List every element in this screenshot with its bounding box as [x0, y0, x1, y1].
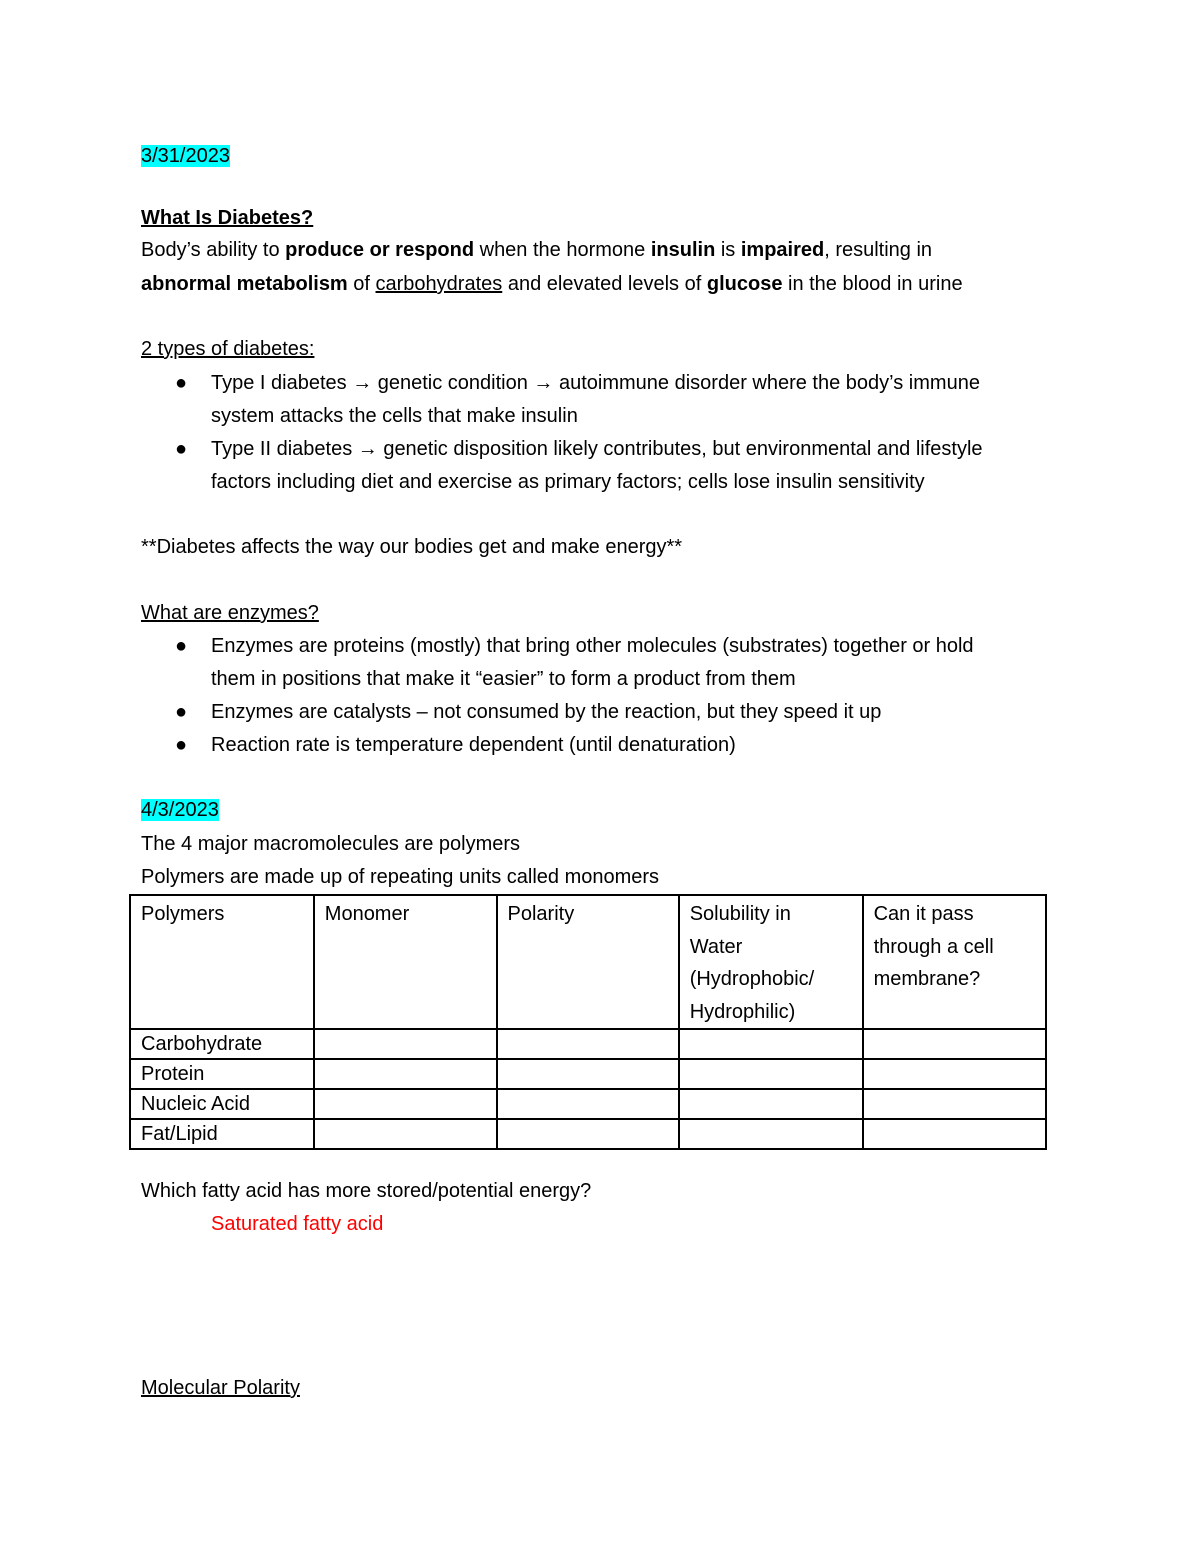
- header-cell-monomer: [314, 895, 497, 1029]
- text-run: Body’s ability to: [141, 239, 286, 261]
- empty-cell: [497, 1059, 679, 1089]
- empty-cell: [679, 1029, 863, 1059]
- types-heading: 2 types of diabetes:: [141, 338, 315, 360]
- empty-cell: [314, 1059, 497, 1089]
- bold-text: insulin: [650, 239, 716, 261]
- empty-cell: [314, 1119, 497, 1149]
- bold-text: abnormal metabolism: [141, 273, 348, 295]
- list-item-text: Reaction rate is temperature dependent (until denaturation): [211, 734, 736, 756]
- header-text: (Hydrophobic/: [689, 968, 815, 990]
- bullet-icon: ●: [175, 701, 188, 723]
- empty-cell: [679, 1089, 863, 1119]
- table-row: [130, 1119, 1046, 1149]
- header-text: Can it pass: [873, 903, 974, 925]
- enzymes-heading: What are enzymes?: [141, 602, 319, 624]
- bullet-icon: ●: [175, 438, 188, 460]
- fatty-acid-question: Which fatty acid has more stored/potential energy?: [141, 1180, 592, 1202]
- text-run: of: [347, 273, 376, 295]
- date-heading-1: [141, 140, 230, 173]
- header-text: Solubility in: [689, 903, 791, 925]
- text-run: when the hormone: [474, 239, 651, 261]
- text-run: is: [715, 239, 741, 261]
- bullet-icon: ●: [175, 372, 188, 394]
- empty-cell: [497, 1029, 679, 1059]
- list-item-text: Type II diabetes → genetic disposition likely contributes, but environmental and lifestyle: [211, 438, 983, 460]
- diabetes-definition-line-2: [141, 268, 963, 301]
- table-row: [130, 1059, 1046, 1089]
- fatty-acid-answer: Saturated fatty acid: [211, 1213, 384, 1235]
- diabetes-definition-line-1: [141, 234, 932, 267]
- header-cell-polymers: [130, 895, 314, 1029]
- list-item: [141, 729, 1071, 762]
- list-item-text: Enzymes are proteins (mostly) that bring other molecules (substrates) together or hold: [211, 635, 974, 657]
- row-label: Carbohydrate: [130, 1029, 314, 1059]
- row-label: Fat/Lipid: [130, 1119, 314, 1149]
- bold-text: produce or respond: [285, 239, 475, 261]
- list-item: [141, 696, 1071, 729]
- list-item-text: factors including diet and exercise as primary factors; cells lose insulin sensitivity: [211, 471, 925, 493]
- diabetes-types-list: [141, 367, 1071, 499]
- empty-cell: [497, 1119, 679, 1149]
- text-run: , resulting in: [824, 239, 933, 261]
- header-text: Monomer: [324, 903, 410, 925]
- bold-text: glucose: [706, 273, 783, 295]
- enzymes-list: [141, 630, 1071, 762]
- empty-cell: [863, 1029, 1046, 1059]
- list-item: [141, 367, 1071, 433]
- bold-text: impaired: [740, 239, 825, 261]
- date-highlight: 4/3/2023: [141, 799, 219, 821]
- table-row: [130, 1089, 1046, 1119]
- header-text: Water: [689, 935, 743, 958]
- list-item: [141, 433, 1071, 499]
- table-header-row: [130, 895, 1046, 1029]
- header-text: Hydrophilic): [689, 1000, 796, 1023]
- text-run: in the blood in urine: [782, 273, 963, 295]
- empty-cell: [679, 1059, 863, 1089]
- row-label: Protein: [130, 1059, 314, 1089]
- list-item-text: system attacks the cells that make insulin: [211, 405, 578, 427]
- header-cell-polarity: [497, 895, 679, 1029]
- header-text: Polymers: [141, 903, 225, 925]
- empty-cell: [497, 1089, 679, 1119]
- macromolecules-line-1: The 4 major macromolecules are polymers: [141, 833, 521, 855]
- text-run: and elevated levels of: [502, 273, 707, 295]
- energy-note: **Diabetes affects the way our bodies get and make energy**: [141, 536, 683, 558]
- polymers-table: [129, 894, 1047, 1150]
- header-cell-solubility: [679, 895, 863, 1029]
- list-item-text: Enzymes are catalysts – not consumed by the reaction, but they speed it up: [211, 701, 882, 723]
- date-heading-2: [141, 794, 219, 827]
- macromolecules-line-2: Polymers are made up of repeating units called monomers: [141, 866, 660, 888]
- empty-cell: [863, 1089, 1046, 1119]
- header-text: through a cell: [873, 935, 994, 958]
- list-item-text: Type I diabetes → genetic condition → autoimmune disorder where the body’s immune: [211, 372, 980, 394]
- empty-cell: [314, 1029, 497, 1059]
- bullet-icon: ●: [175, 734, 188, 756]
- header-text: Polarity: [507, 903, 575, 925]
- date-highlight: 3/31/2023: [141, 145, 230, 167]
- empty-cell: [863, 1059, 1046, 1089]
- empty-cell: [863, 1119, 1046, 1149]
- header-cell-membrane: [863, 895, 1046, 1029]
- table-row: [130, 1029, 1046, 1059]
- molecular-polarity-heading: Molecular Polarity: [141, 1377, 300, 1399]
- diabetes-heading: What Is Diabetes?: [141, 207, 314, 229]
- bullet-icon: ●: [175, 635, 188, 657]
- underlined-text: carbohydrates: [375, 273, 503, 295]
- header-text: membrane?: [873, 968, 981, 990]
- list-item-text: them in positions that make it “easier” to form a product from them: [211, 668, 796, 690]
- empty-cell: [314, 1089, 497, 1119]
- row-label: Nucleic Acid: [130, 1089, 314, 1119]
- list-item: [141, 630, 1071, 696]
- empty-cell: [679, 1119, 863, 1149]
